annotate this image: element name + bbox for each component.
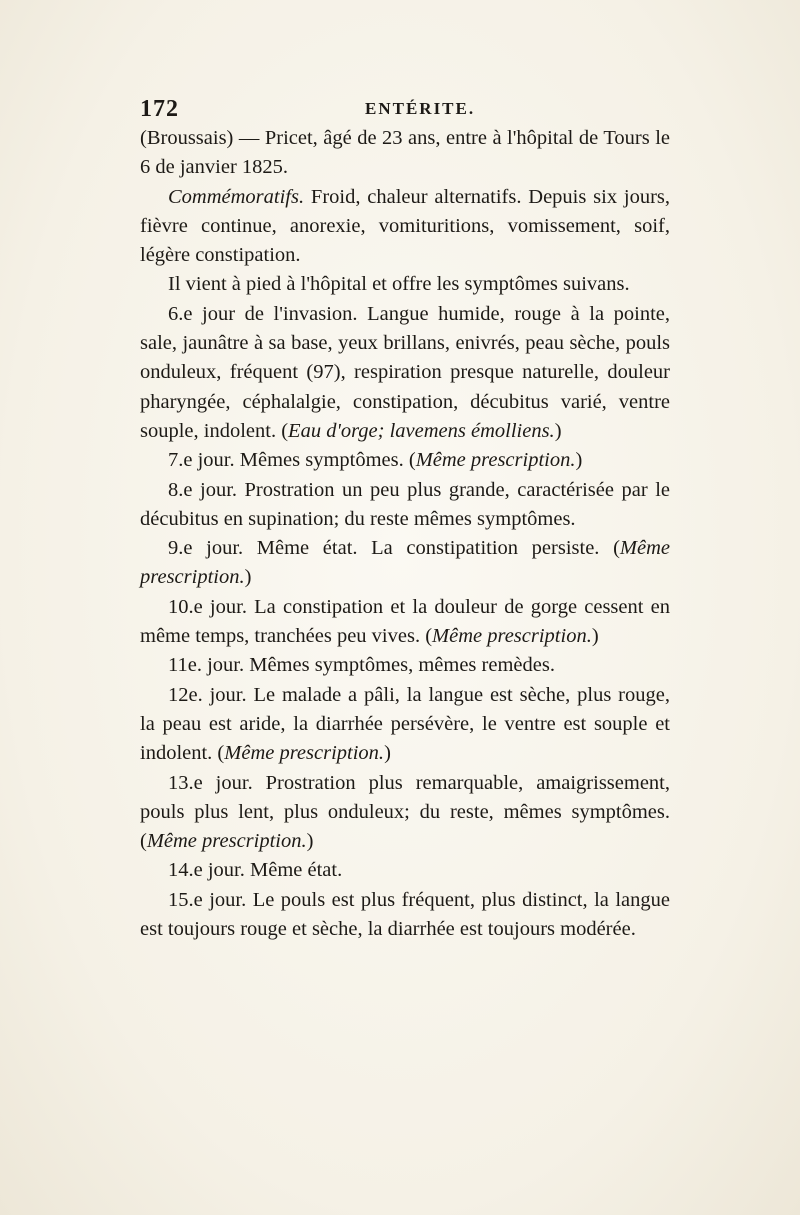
paragraph-day-9: [140, 534, 670, 593]
text-segment: ): [575, 449, 583, 472]
paragraph-day-11: [140, 651, 670, 680]
text-segment: 9.e jour. Même état. La constipatition persiste. (: [168, 537, 620, 560]
text-segment: 15.e jour. Le pouls est plus fréquent, plus distinct, la langue est toujours rouge et sèche, la diarrhée est toujours modérée.: [140, 888, 670, 941]
text-segment: 14.e jour. Même état.: [168, 859, 343, 882]
text-segment-italic: Même prescription.: [224, 742, 385, 765]
paragraph-day-10: [140, 593, 670, 652]
text-segment: 7.e jour. Mêmes symptômes. (: [168, 449, 416, 472]
paragraph-day-6: [140, 300, 670, 446]
text-segment: 10.e jour. La constipation et la douleur de gorge cessent en même temps, tranchées peu vives. (: [140, 595, 670, 648]
paragraph-day-13: [140, 769, 670, 857]
text-segment: 8.e jour. Prostration un peu plus grande, caractérisée par le décubitus en supination; du reste mêmes symptômes.: [140, 478, 670, 530]
text-segment: 6.e jour de l'invasion. Langue humide, rouge à la pointe, sale, jaunâtre à sa base, yeux brillans, enivrés, peau sèche, pouls onduleux, fréquent (97), respiration presque naturelle, douleur pharyngée, céphalalgie, constipation, décubitus varié, ventre souple, indolent. (: [140, 302, 670, 442]
paragraph-day-8: [140, 476, 670, 535]
text-segment-italic: Même prescription.: [146, 830, 307, 853]
text-segment: ): [554, 419, 562, 442]
paragraph-day-12: [140, 681, 670, 769]
text-segment-italic: Commémoratifs.: [168, 185, 305, 208]
paragraph-intro: [140, 124, 670, 183]
paragraph-commemoratifs: [140, 183, 670, 271]
text-segment-italic: Même prescription.: [140, 537, 670, 589]
paragraph-day-15: [140, 886, 670, 945]
paragraph-day-14: [140, 856, 670, 885]
text-segment-italic: Même prescription.: [432, 625, 592, 648]
text-segment: Froid, chaleur alternatifs. Depuis six jours, fièvre continue, anorexie, vomituritions, vomissement, soif, légère constipation.: [140, 185, 670, 267]
text-segment-italic: Même prescription.: [415, 449, 576, 472]
body-text: [140, 124, 670, 944]
text-segment: 13.e jour. Prostration plus remarquable, amaigrissement, pouls plus lent, plus onduleux; du reste, mêmes symptômes. (: [140, 771, 670, 853]
text-segment: Il vient à pied à l'hôpital et offre les symptômes suivans.: [168, 273, 630, 296]
paragraph-arrival: [140, 270, 670, 299]
text-segment: ): [591, 625, 599, 648]
paragraph-day-7: [140, 446, 670, 475]
text-segment: ): [306, 830, 314, 853]
text-segment: (Broussais) — Pricet, âgé de 23 ans, entre à l'hôpital de Tours le 6 de janvier 1825.: [140, 127, 670, 179]
text-segment: 12e. jour. Le malade a pâli, la langue est sèche, plus rouge, la peau est aride, la diarrhée persévère, le ventre est souple et indolent. (: [140, 683, 670, 765]
page-header: [140, 96, 670, 122]
text-segment: 11e. jour. Mêmes symptômes, mêmes remèdes.: [168, 654, 555, 677]
page-number: 172: [140, 96, 179, 122]
text-segment: ): [244, 566, 252, 589]
text-segment: ): [384, 742, 391, 765]
text-segment-italic: Eau d'orge; lavemens émolliens.: [288, 419, 555, 442]
running-title: ENTÉRITE.: [365, 99, 476, 118]
